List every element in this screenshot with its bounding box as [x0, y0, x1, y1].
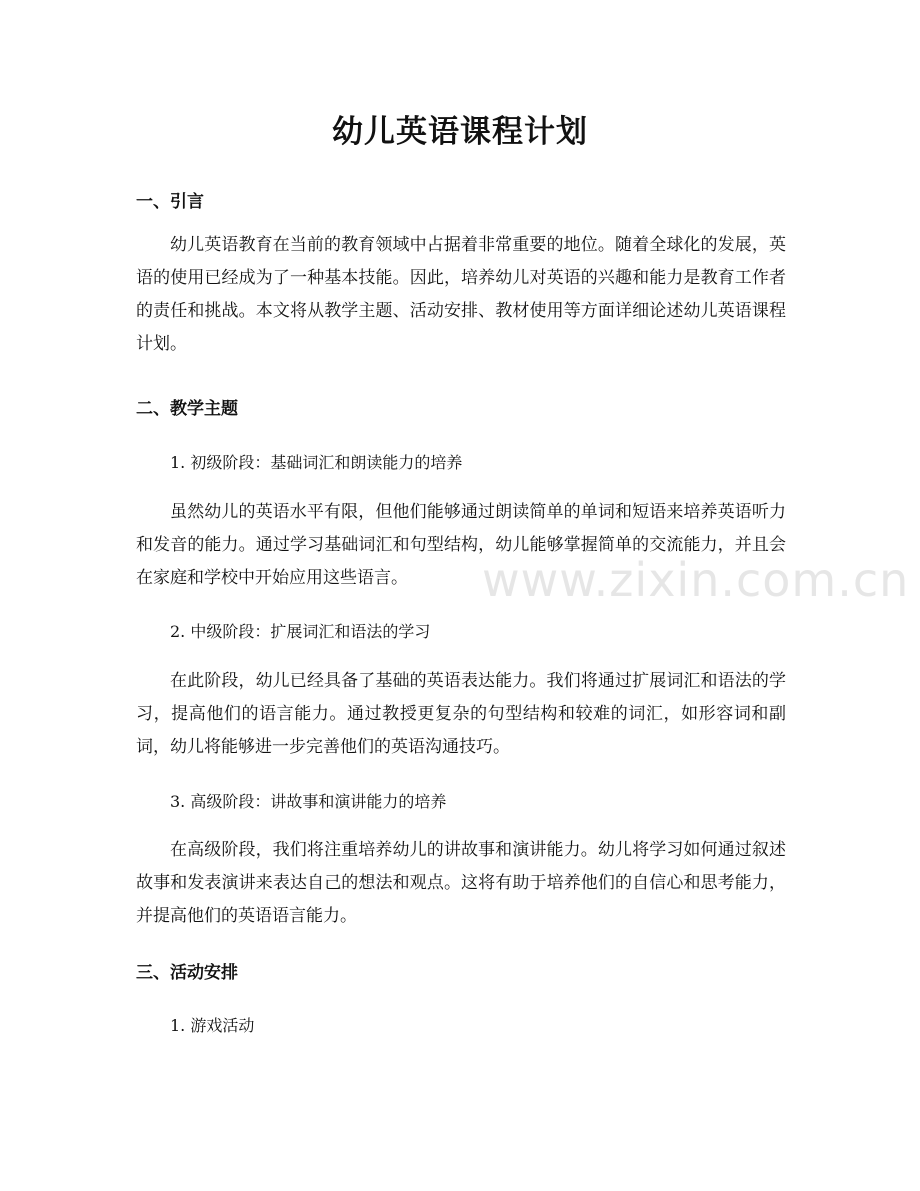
stage2-paragraph: 在此阶段，幼儿已经具备了基础的英语表达能力。我们将通过扩展词汇和语法的学习，提高他们的语言能力。通过教授更复杂的句型结构和较难的词汇，如形容词和副词，幼儿将能够进一步完善他们的英语沟通技巧。 [136, 671, 786, 757]
stage3-paragraph: 在高级阶段，我们将注重培养幼儿的讲故事和演讲能力。幼儿将学习如何通过叙述故事和发表演讲来表达自己的想法和观点。这将有助于培养他们的自信心和思考能力，并提高他们的英语语言能力。 [136, 840, 786, 926]
section-heading-intro: 一、引言 [136, 192, 204, 212]
section-heading-activities: 三、活动安排 [136, 963, 238, 983]
activity-item-1: 1. 游戏活动 [170, 1016, 255, 1035]
intro-paragraph: 幼儿英语教育在当前的教育领域中占据着非常重要的地位。随着全球化的发展，英语的使用已经成为了一种基本技能。因此，培养幼儿对英语的兴趣和能力是教育工作者的责任和挑战。本文将从教学主题、活动安排、教材使用等方面详细论述幼儿英语课程计划。 [136, 235, 786, 354]
watermark: www.zixin.com.cn [482, 553, 910, 607]
stage3-title: 3. 高级阶段：讲故事和演讲能力的培养 [170, 792, 447, 811]
section-heading-themes: 二、教学主题 [136, 399, 238, 419]
stage2-title: 2. 中级阶段：扩展词汇和语法的学习 [170, 622, 431, 641]
page-title: 幼儿英语课程计划 [332, 114, 588, 150]
stage1-paragraph: 虽然幼儿的英语水平有限，但他们能够通过朗读简单的单词和短语来培养英语听力和发音的能力。通过学习基础词汇和句型结构，幼儿能够掌握简单的交流能力，并且会在家庭和学校中开始应用这些语言。 [136, 502, 786, 588]
stage1-title: 1. 初级阶段：基础词汇和朗读能力的培养 [170, 453, 463, 472]
